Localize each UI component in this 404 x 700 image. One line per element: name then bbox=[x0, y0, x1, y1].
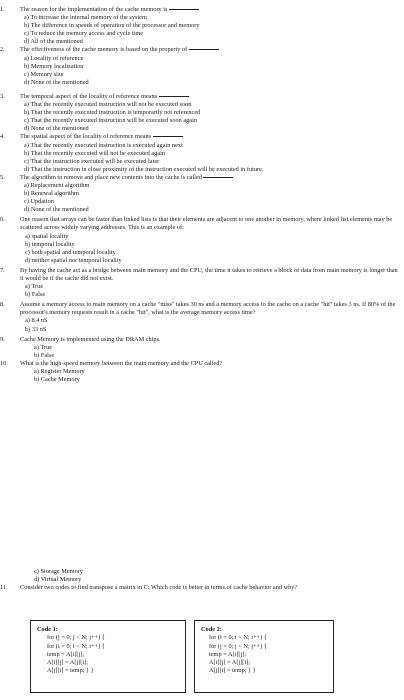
code-line: temp = A[i][j]; bbox=[209, 650, 247, 658]
option: c) Storage Memory bbox=[34, 568, 83, 575]
option: a) That the recently executed instruction is executed again next bbox=[24, 141, 183, 149]
option: d) neither spatial nor temporal locality bbox=[25, 256, 122, 264]
answer-blank bbox=[159, 96, 189, 97]
code-line: for (j = 0; j < N; j++) { bbox=[47, 634, 105, 642]
question-stem: The spatial aspect of the locality of reference means bbox=[20, 133, 152, 141]
option: b) The difference in speeds of operation of the processor and memory bbox=[24, 22, 200, 30]
option: b) Renewal algorithm bbox=[24, 190, 79, 198]
code-line: A[i][j] = A[j][i]; bbox=[209, 659, 250, 667]
question-number: 5. bbox=[0, 173, 5, 181]
option: c) That the instruction executed will be executed later bbox=[24, 157, 160, 165]
code-line: A[i][j] = A[j][i]; bbox=[47, 659, 88, 667]
question-3 bbox=[0, 93, 398, 133]
question-number: 6. bbox=[0, 216, 5, 224]
option: c) Memory size bbox=[24, 70, 64, 78]
question-number: 9. bbox=[0, 335, 5, 343]
question-stem: The temporal aspect of the locality of reference means bbox=[20, 92, 158, 100]
code-line: for (i = 0; i < N; i++) { bbox=[209, 634, 267, 642]
option: a) To increase the internal memory of the system bbox=[24, 14, 147, 22]
question-number: 11. bbox=[0, 584, 8, 592]
question-number: 4. bbox=[0, 133, 5, 141]
code-2-title: Code 2: bbox=[201, 626, 222, 633]
option: b) Memory localization bbox=[24, 62, 84, 70]
page-break bbox=[0, 536, 404, 566]
option: c) To reduce the memory access and cycle time bbox=[24, 30, 144, 38]
option: b) That the recently executed will not be executed again bbox=[24, 149, 165, 157]
question-stem: By having the cache act as a bridge between main memory and the CPU, the time it takes to retrieve a block of data from main memory is longer than it would be if the cache did not exist. bbox=[20, 266, 398, 282]
code-line: A[j][i] = temp; } } bbox=[47, 667, 94, 675]
option: d) None of the mentioned bbox=[24, 125, 89, 133]
quiz-page-1 bbox=[0, 6, 404, 534]
option: b) 33 nS bbox=[25, 325, 47, 333]
question-number: 2. bbox=[0, 46, 5, 54]
question-number: 7. bbox=[0, 266, 5, 274]
option: a) That the recently executed instruction will not be executed soon bbox=[24, 101, 192, 109]
option: c) That the recently executed instruction will be executed soon again bbox=[24, 117, 197, 125]
code-2-box bbox=[194, 620, 334, 693]
question-stem: One reason that arrays can be faster than linked lists is that their elements are adjacent to one another in memory, where linked list elements may be scattered across widely varying addresses. This is an example of: bbox=[20, 216, 393, 232]
code-line: for (i = 0; i < N; i++) { bbox=[47, 642, 105, 650]
question-stem: Consider two codes to find transpose a matrix in C: Which code is better in terms of cache behavior and why? bbox=[20, 584, 298, 592]
question-stem: What is the high-speed memory between the main memory and the CPU called? bbox=[20, 359, 223, 367]
option: a) 8.4 nS bbox=[25, 317, 48, 325]
option: b) temporal locality bbox=[25, 240, 75, 248]
question-10 bbox=[0, 360, 398, 384]
option: c) Updation bbox=[24, 198, 54, 206]
code-line: for (j = 0; j < N; j++) { bbox=[209, 642, 267, 650]
question-6 bbox=[0, 216, 398, 265]
option: d) None of the mentioned bbox=[24, 78, 89, 86]
option: b) False bbox=[25, 291, 46, 299]
option: a) Register Memory bbox=[34, 368, 85, 376]
question-2 bbox=[0, 46, 398, 86]
option: c) both spatial and temporal locality bbox=[25, 248, 116, 256]
code-line: A[j][i] = temp; } } bbox=[209, 667, 256, 675]
answer-blank bbox=[189, 49, 219, 50]
question-4 bbox=[0, 133, 398, 173]
code-1-box bbox=[30, 620, 186, 693]
option: a) Locality of reference bbox=[24, 54, 84, 62]
question-10-continued bbox=[0, 568, 398, 584]
answer-blank bbox=[169, 9, 199, 10]
question-1 bbox=[0, 6, 398, 46]
code-comparison bbox=[30, 620, 400, 696]
question-11 bbox=[0, 584, 398, 592]
option: b) False bbox=[34, 351, 55, 359]
answer-blank bbox=[203, 177, 233, 178]
option: b) Cache Memory bbox=[34, 376, 80, 384]
question-8 bbox=[0, 301, 398, 333]
question-7 bbox=[0, 267, 398, 299]
question-5 bbox=[0, 174, 398, 214]
option: a) Replacement algorithm bbox=[24, 181, 90, 189]
option: b) That the recently executed instruction is temporarily not referenced bbox=[24, 109, 201, 117]
quiz-page-2 bbox=[0, 568, 404, 700]
question-9 bbox=[0, 336, 398, 360]
question-stem: The reason for the implementation of the cache memory is bbox=[20, 6, 168, 13]
question-number: 10. bbox=[0, 359, 8, 367]
question-stem: Cache Memory is implemented using the DRAM chips. bbox=[20, 335, 161, 343]
option: d) That the instruction in close proximity of the instruction executed will be executed in future. bbox=[24, 165, 264, 173]
question-stem: The algorithm to remove and place new contents into the cache is called bbox=[20, 173, 202, 181]
question-stem: Assume a memory access to main memory on a cache "miss" takes 30 ns and a memory access to the cache on a cache "hit" takes 3 ns. If 80% of the processor's memory requests result in a cache "hit", what is the average memory access time? bbox=[20, 301, 396, 317]
answer-blank bbox=[153, 136, 183, 137]
code-line: temp = A[i][j]; bbox=[47, 650, 85, 658]
option: a) True bbox=[25, 283, 44, 291]
question-number: 8. bbox=[0, 301, 5, 309]
question-number: 1. bbox=[0, 6, 5, 13]
code-1-title: Code 1: bbox=[37, 626, 58, 633]
option: d) Virtual Memory bbox=[34, 576, 82, 584]
option: a) True bbox=[34, 343, 53, 351]
option: d) None of the mentioned bbox=[24, 206, 89, 214]
option: d) All of the mentioned bbox=[24, 38, 83, 46]
question-number: 3. bbox=[0, 92, 5, 100]
question-stem: The effectiveness of the cache memory is based on the property of bbox=[20, 46, 188, 54]
option: a) spatial locality bbox=[25, 232, 69, 240]
